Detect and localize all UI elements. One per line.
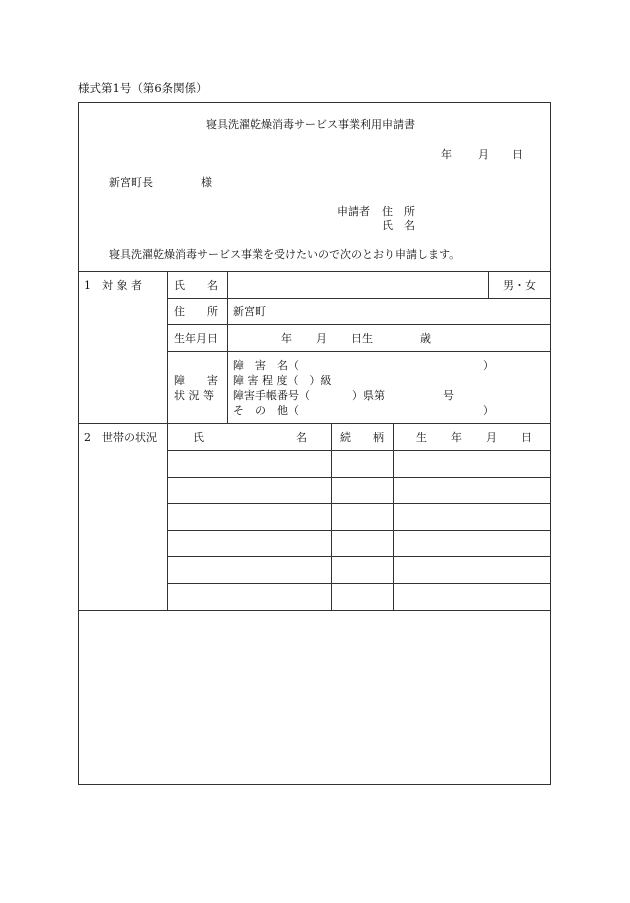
disability-book-num: 号 bbox=[443, 389, 454, 402]
date-day: 日 bbox=[512, 148, 523, 161]
addressee-honorific: 様 bbox=[201, 176, 212, 189]
household-row-2-bottom bbox=[167, 503, 551, 504]
subject-address-value: 新宮町 bbox=[233, 305, 266, 318]
disability-name-end: ） bbox=[483, 359, 494, 372]
subject-birth-label: 生年月日 bbox=[174, 332, 218, 345]
disability-name-label: 障 害 名（ bbox=[233, 359, 299, 372]
subject-birth-day: 日生 bbox=[351, 332, 373, 345]
household-row-5-bottom bbox=[167, 583, 551, 584]
household-col-birth-4: 日 bbox=[521, 431, 532, 444]
form-number: 様式第1号（第6条関係） bbox=[78, 81, 208, 95]
household-row-4-bottom bbox=[167, 556, 551, 557]
household-col-relation-1: 続 bbox=[340, 431, 351, 444]
household-section-bottom bbox=[78, 610, 551, 611]
household-col-birth-2: 年 bbox=[451, 431, 462, 444]
disability-other-end: ） bbox=[483, 404, 494, 417]
disability-book-mid: ）県第 bbox=[352, 389, 385, 402]
divider-gender-column bbox=[488, 271, 489, 298]
subject-birth-month: 月 bbox=[316, 332, 327, 345]
disability-label-1: 障 害 bbox=[174, 374, 218, 387]
subject-birth-year: 年 bbox=[281, 332, 292, 345]
addressee-name: 新宮町長 bbox=[109, 176, 153, 189]
form-title: 寝具洗濯乾燥消毒サービス事業利用申請書 bbox=[206, 118, 415, 131]
subject-name-label: 氏 名 bbox=[174, 279, 218, 292]
intro-text: 寝具洗濯乾燥消毒サービス事業を受けたいので次のとおり申請します。 bbox=[109, 248, 461, 261]
divider-birth-column bbox=[393, 423, 394, 610]
subject-age: 歳 bbox=[420, 332, 431, 345]
household-row-1-bottom bbox=[167, 477, 551, 478]
household-col-name-2: 名 bbox=[296, 431, 307, 444]
divider-section1-top bbox=[78, 271, 551, 272]
household-col-birth-3: 月 bbox=[486, 431, 497, 444]
divider-birth-row bbox=[167, 351, 551, 352]
date-year: 年 bbox=[441, 148, 452, 161]
household-col-name-1: 氏 bbox=[193, 431, 204, 444]
disability-label-2: 状 況 等 bbox=[174, 389, 214, 402]
household-col-relation-2: 柄 bbox=[373, 431, 384, 444]
applicant-name-label: 氏 名 bbox=[382, 219, 415, 232]
subject-gender: 男・女 bbox=[503, 279, 536, 292]
disability-book-label: 障害手帳番号（ bbox=[233, 389, 310, 402]
household-col-birth-1: 生 bbox=[416, 431, 427, 444]
subject-section-label: 1 対 象 者 bbox=[84, 279, 142, 292]
disability-degree-label: 障 害 程 度（ ）級 bbox=[233, 374, 332, 387]
divider-label-column bbox=[167, 271, 168, 610]
date-month: 月 bbox=[478, 148, 489, 161]
divider-section2-top bbox=[78, 423, 551, 424]
divider-relation-column bbox=[331, 423, 332, 610]
household-row-3-bottom bbox=[167, 530, 551, 531]
divider-subject-field-column bbox=[227, 271, 228, 423]
divider-address-row bbox=[167, 324, 551, 325]
subject-address-label: 住 所 bbox=[174, 305, 218, 318]
household-section-label: 2 世帯の状況 bbox=[84, 431, 157, 444]
divider-name-row bbox=[167, 298, 551, 299]
disability-other-label: そ の 他（ bbox=[233, 404, 299, 417]
applicant-label: 申請者 bbox=[337, 205, 370, 218]
applicant-address-label: 住 所 bbox=[382, 205, 415, 218]
household-header-bottom bbox=[167, 450, 551, 451]
